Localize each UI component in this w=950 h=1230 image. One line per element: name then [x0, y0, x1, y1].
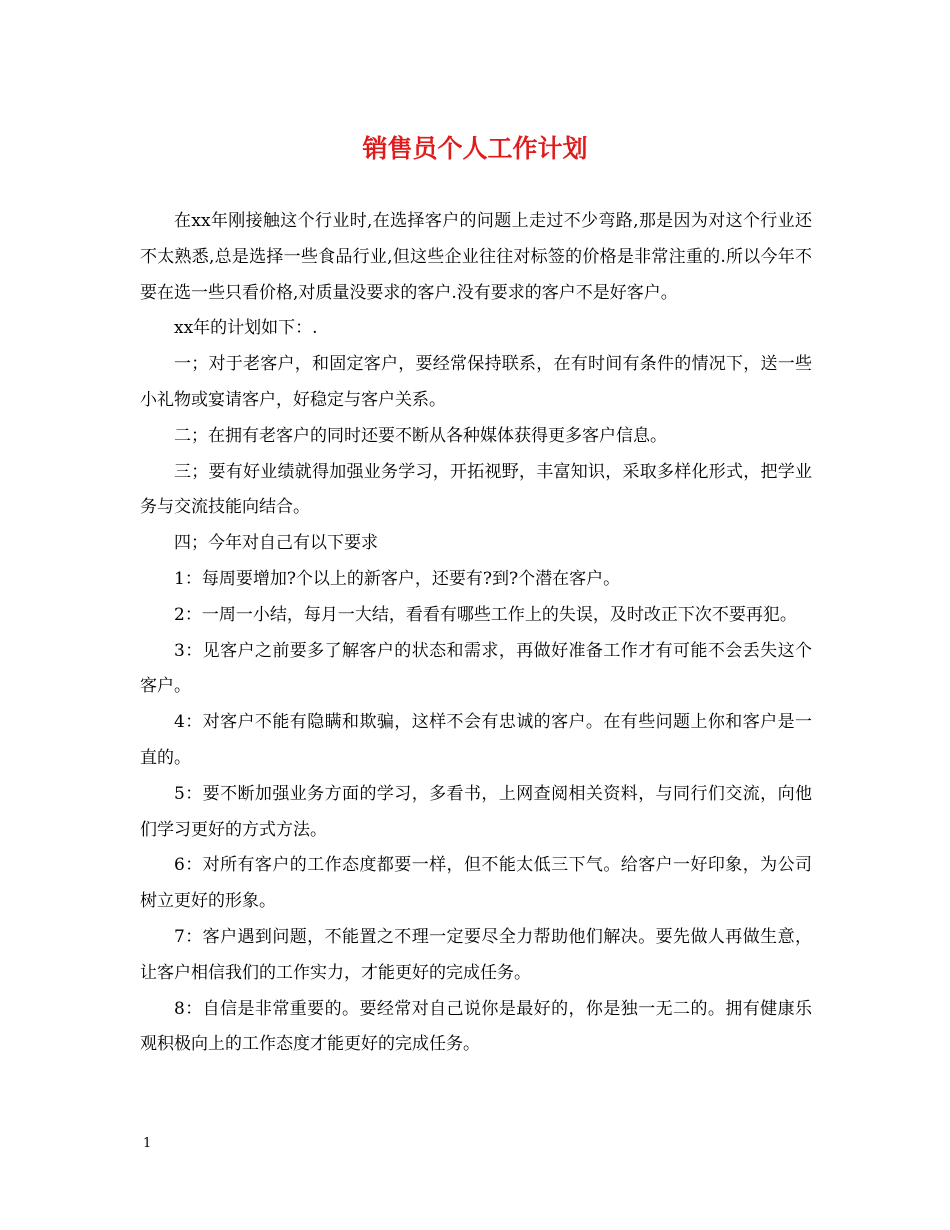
requirement-2: 2：一周一小结，每月一大结，看看有哪些工作上的失误，及时改正下次不要再犯。: [174, 604, 797, 625]
requirement-4: 4：对客户不能有隐瞒和欺骗，这样不会有忠诚的客户。在有些问题上你和客户是一直的。: [140, 712, 812, 768]
requirement-8: 8：自信是非常重要的。要经常对自己说你是最好的，你是独一无二的。拥有健康乐观积极向上的工作态度才能更好的完成任务。: [140, 998, 812, 1055]
plan-item-4: 四；今年对自己有以下要求: [174, 533, 378, 554]
plan-item-1: 一；对于老客户，和固定客户，要经常保持联系，在有时间有条件的情况下，送一些小礼物或宴请客户，好稳定与客户关系。: [140, 354, 812, 410]
page-number: 1: [143, 1136, 152, 1151]
plan-item-2: 二；在拥有老客户的同时还要不断从各种媒体获得更多客户信息。: [174, 425, 667, 446]
plan-item-3: 三；要有好业绩就得加强业务学习，开拓视野，丰富知识，采取多样化形式，把学业务与交流技能向结合。: [140, 461, 812, 518]
intro-paragraph: 在xx年刚接触这个行业时,在选择客户的问题上走过不少弯路,那是因为对这个行业还不太熟悉,总是选择一些食品行业,但这些企业往往对标签的价格是非常注重的.所以今年不要在选一些只看价格,对质量没要求的客户.没有要求的客户不是好客户。: [140, 211, 812, 303]
requirement-1: 1：每周要增加?个以上的新客户，还要有?到?个潜在客户。: [174, 568, 621, 589]
requirement-6: 6：对所有客户的工作态度都要一样，但不能太低三下气。给客户一好印象，为公司树立更好的形象。: [140, 855, 812, 912]
requirement-7: 7：客户遇到问题，不能置之不理一定要尽全力帮助他们解决。要先做人再做生意，让客户相信我们的工作实力，才能更好的完成任务。: [140, 926, 812, 983]
requirement-3: 3：见客户之前要多了解客户的状态和需求，再做好准备工作才有可能不会丢失这个客户。: [140, 640, 812, 697]
requirement-5: 5：要不断加强业务方面的学习，多看书，上网查阅相关资料，与同行们交流，向他们学习更好的方式方法。: [140, 783, 812, 840]
document-title: 销售员个人工作计划: [362, 134, 588, 163]
document-body: [140, 204, 812, 1063]
plan-heading: xx年的计划如下：.: [174, 318, 318, 339]
